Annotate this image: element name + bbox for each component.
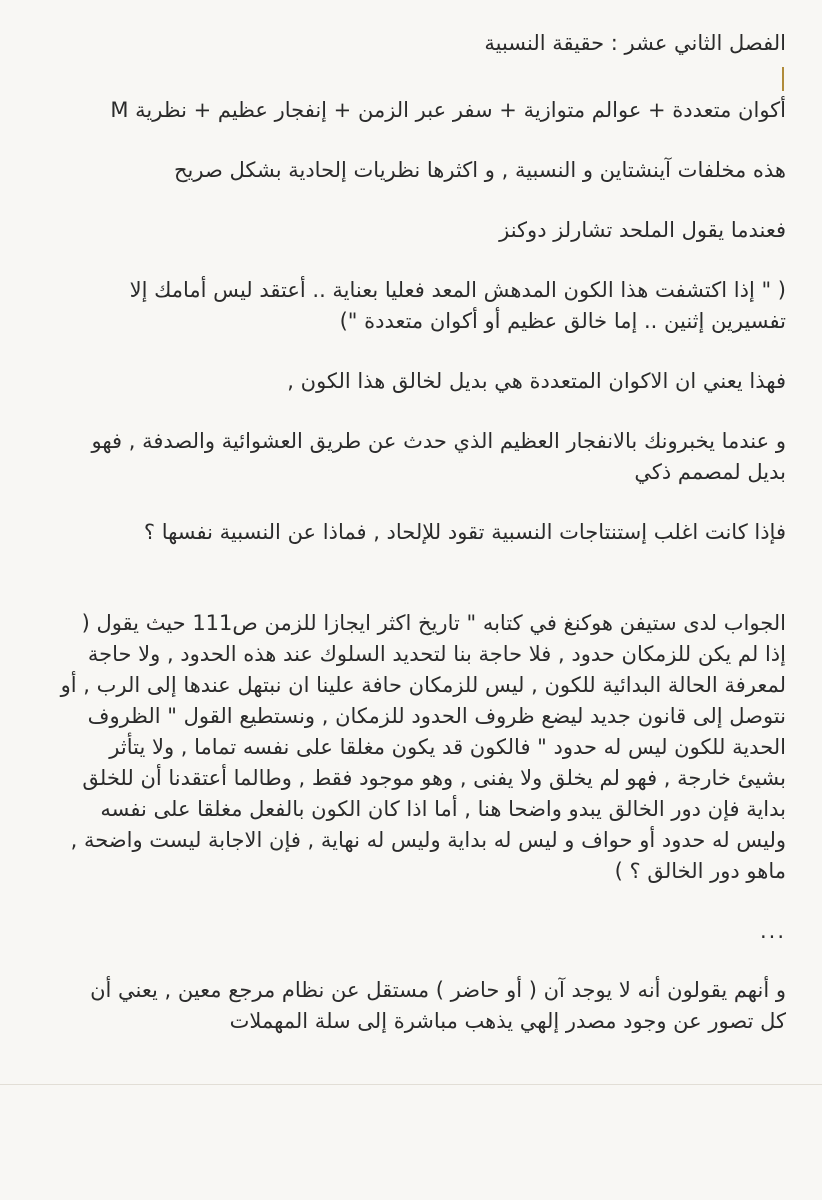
ellipsis: ... bbox=[759, 919, 786, 943]
paragraph-multiverse: فهذا يعني ان الاكوان المتعددة هي بديل لخالق هذا الكون , bbox=[287, 369, 786, 393]
chapter-title: الفصل الثاني عشر : حقيقة النسبية bbox=[484, 31, 786, 55]
paragraph-big-bang: و عندما يخبرونك بالانفجار العظيم الذي حدث عن طريق العشوائية والصدفة , فهو بديل لمصمم ذكي bbox=[91, 429, 786, 484]
paragraph-einstein: هذه مخلفات آينشتاين و النسبية , و اكثرها نظريات إلحادية بشكل صريح bbox=[173, 158, 786, 182]
empty-line[interactable] bbox=[58, 63, 786, 89]
paragraph-dawkins-quote: ( " إذا اكتشفت هذا الكون المدهش المعد فعليا بعناية .. أعتقد ليس أمامك إلا تفسيرين إثنين .. إما خالق عظيم أو أكوان متعددة ") bbox=[129, 278, 786, 333]
note-editor[interactable] bbox=[58, 28, 786, 1065]
paragraph-hawking-quote: الجواب لدى ستيفن هوكنغ في كتابه " تاريخ اكثر ايجازا للزمن ص111 حيث يقول ( إذا لم يكن للزمكان حدود , فلا حاجة بنا لتحديد السلوك عند هذه الحدود , ولا حاجة لمعرفة الحالة البدائية للكون , ليس للزمكان حافة علينا ان نبتهل عندها إلى الرب , أو نتوصل إلى قانون جديد ليضع ظروف الحدود للزمكان , ونستطيع القول " الظروف الحدية للكون ليس له حدود " فالكون قد يكون مغلقا على نفسه تماما , ولا يتأثر بشيئ خارجة , فهو لم يخلق ولا يفنى , وهو موجود فقط , وطالما أعتقدنا أن للخلق بداية فإن دور الخالق يبدو واضحا هنا , أما اذا كان الكون بالفعل مغلقا على نفسه وليس له حدود أو حواف و ليس له بداية وليس له نهاية , فإن الاجابة ليست واضحة , ماهو دور الخالق ؟ ) bbox=[60, 611, 786, 883]
paragraph-theories: أكوان متعددة + عوالم متوازية + سفر عبر الزمن + إنفجار عظيم + نظرية M bbox=[110, 98, 786, 122]
paragraph-dawkins-intro: فعندما يقول الملحد تشارلز دوكنز bbox=[499, 218, 786, 242]
text-cursor bbox=[782, 67, 784, 91]
paragraph-reference-frame: و أنهم يقولون أنه لا يوجد آن ( أو حاضر ) مستقل عن نظام مرجع معين , يعني أن كل تصور عن وجود مصدر إلهي يذهب مباشرة إلى سلة المهملات bbox=[90, 978, 786, 1033]
divider bbox=[0, 1084, 822, 1085]
paragraph-question: فإذا كانت اغلب إستنتاجات النسبية تقود للإلحاد , فماذا عن النسبية نفسها ؟ bbox=[143, 520, 786, 544]
